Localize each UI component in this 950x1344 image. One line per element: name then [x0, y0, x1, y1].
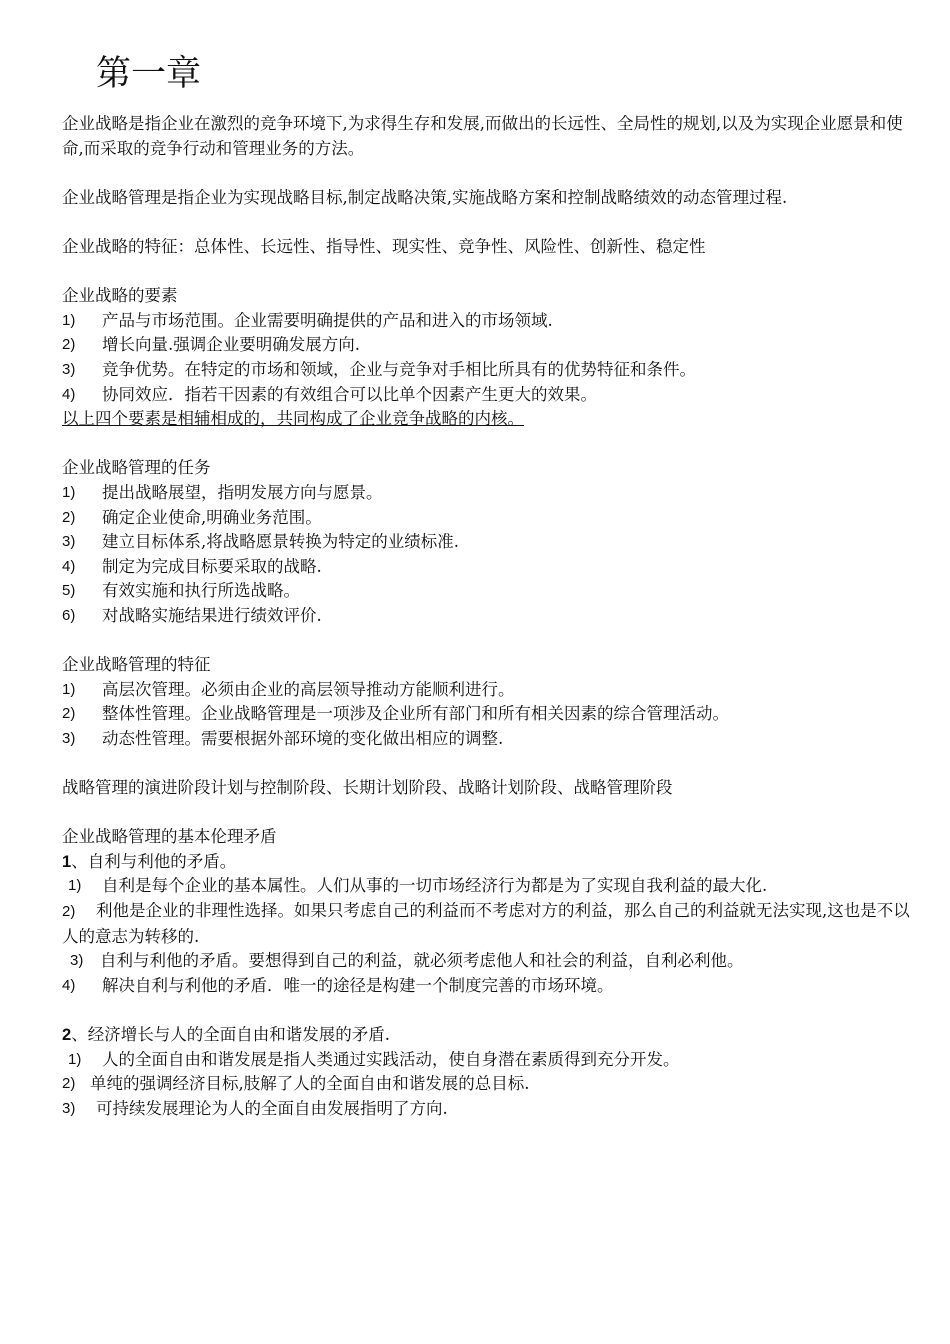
list-text: 确定企业使命,明确业务范围。 — [102, 507, 322, 527]
list-text: 解决自利与利他的矛盾．唯一的途径是构建一个制度完善的市场环境。 — [102, 975, 614, 995]
list-number: 3) — [62, 360, 76, 378]
elements-list — [62, 309, 912, 407]
list-text: 可持续发展理论为人的全面自由发展指明了方向. — [96, 1098, 448, 1118]
list-item — [62, 383, 912, 408]
list-text: 制定为完成目标要采取的战略. — [102, 556, 322, 576]
list-item — [62, 1072, 912, 1097]
list-number: 3) — [62, 533, 76, 551]
list-text: 竞争优势。在特定的市场和领域，企业与竞争对手相比所具有的优势特征和条件。 — [102, 359, 696, 379]
list-number: 2) — [62, 508, 76, 526]
characteristics-list — [62, 678, 912, 752]
list-item — [62, 358, 912, 383]
list-text: 自利与利他的矛盾。要想得到自己的利益，就必须考虑他人和社会的利益，自利必利他。 — [100, 951, 744, 971]
list-number: 4) — [62, 557, 76, 575]
list-number: 5) — [62, 582, 76, 600]
list-text-inner: 利他是企业的非理性选择。如果只考虑自己的利益而不考虑对方的利益，那么自己的利益就无法实现,这也是不以人的意志为转移的. — [62, 901, 910, 946]
list-item — [62, 949, 912, 974]
list-item — [62, 333, 912, 358]
evolution-stages: 战略管理的演进阶段计划与控制阶段、长期计划阶段、战略计划阶段、战略管理阶段 — [62, 778, 673, 798]
list-number: 1) — [68, 1050, 82, 1068]
ethics-section-2-list — [62, 1048, 912, 1122]
section-number: 2 — [62, 1025, 72, 1044]
list-text: 高层次管理。必须由企业的高层领导推动方能顺利进行。 — [102, 679, 515, 699]
section-title: 、经济增长与人的全面自由和谐发展的矛盾. — [71, 1024, 390, 1044]
list-text — [62, 899, 912, 949]
list-number: 2) — [62, 336, 76, 354]
list-number: 1) — [62, 680, 76, 698]
list-item — [62, 530, 912, 555]
strategy-definition: 企业战略是指企业在激烈的竞争环境下,为求得生存和发展,而做出的长远性、全局性的规划,以及为实现企业愿景和使命,而采取的竞争行动和管理业务的方法。 — [62, 114, 903, 158]
list-item — [62, 604, 912, 629]
list-text: 建立目标体系,将战略愿景转换为特定的业绩标准. — [102, 532, 459, 552]
list-item — [62, 899, 912, 949]
chapter-title: 第一章 — [96, 54, 202, 94]
list-number: 3) — [62, 729, 76, 747]
list-text: 增长向量.强调企业要明确发展方向. — [102, 335, 360, 355]
list-item — [62, 579, 912, 604]
list-number: 3) — [62, 1099, 76, 1117]
elements-summary: 以上四个要素是相辅相成的，共同构成了企业竞争战略的内核。 — [62, 409, 524, 429]
list-text: 产品与市场范围。企业需要明确提供的产品和进入的市场领域. — [102, 310, 553, 330]
ethics-section-2-title — [62, 1023, 912, 1048]
characteristics-heading: 企业战略管理的特征 — [62, 655, 211, 675]
list-number: 4) — [62, 976, 76, 994]
tasks-list — [62, 481, 912, 629]
list-text: 自利是每个企业的基本属性。人们从事的一切市场经济行为都是为了实现自我利益的最大化. — [102, 876, 768, 896]
list-item — [62, 506, 912, 531]
list-item — [62, 1048, 912, 1073]
list-item — [62, 678, 912, 703]
list-number: 2) — [62, 1075, 76, 1093]
list-text: 动态性管理。需要根据外部环境的变化做出相应的调整. — [102, 728, 504, 748]
tasks-heading: 企业战略管理的任务 — [62, 458, 211, 478]
list-item — [62, 555, 912, 580]
list-text: 有效实施和执行所选战略。 — [102, 581, 300, 601]
list-text: 提出战略展望，指明发展方向与愿景。 — [102, 482, 383, 502]
list-text: 对战略实施结果进行绩效评价. — [102, 605, 322, 625]
list-item — [62, 727, 912, 752]
document-body — [62, 112, 912, 1121]
strategic-management-definition: 企业战略管理是指企业为实现战略目标,制定战略决策,实施战略方案和控制战略绩效的动态管理过程. — [62, 187, 788, 207]
list-number: 1) — [68, 877, 82, 895]
list-item — [62, 702, 912, 727]
list-text: 人的全面自由和谐发展是指人类通过实践活动，使自身潜在素质得到充分开发。 — [102, 1049, 680, 1069]
section-number: 1 — [62, 852, 72, 871]
list-item — [62, 1097, 912, 1122]
list-text: 协同效应．指若干因素的有效组合可以比单个因素产生更大的效果。 — [102, 384, 597, 404]
strategy-features: 企业战略的特征：总体性、长远性、指导性、现实性、竞争性、风险性、创新性、稳定性 — [62, 236, 706, 256]
list-text: 整体性管理。企业战略管理是一项涉及企业所有部门和所有相关因素的综合管理活动。 — [102, 704, 729, 724]
list-number: 2) — [62, 705, 76, 723]
list-number: 1) — [62, 311, 76, 329]
list-item — [62, 309, 912, 334]
list-item — [62, 874, 912, 899]
list-number: 6) — [62, 606, 76, 624]
ethics-heading: 企业战略管理的基本伦理矛盾 — [62, 827, 277, 847]
list-number: 4) — [62, 385, 76, 403]
list-number: 3) — [70, 952, 84, 970]
ethics-section-1-list — [62, 874, 912, 998]
list-item — [62, 481, 912, 506]
list-item — [62, 974, 912, 999]
ethics-section-1-title — [62, 850, 912, 875]
list-number: 1) — [62, 483, 76, 501]
elements-heading: 企业战略的要素 — [62, 286, 178, 306]
section-title: 、自利与利他的矛盾。 — [71, 851, 237, 871]
list-number: 2) — [62, 903, 76, 920]
list-text: 单纯的强调经济目标,肢解了人的全面自由和谐发展的总目标. — [90, 1074, 530, 1094]
